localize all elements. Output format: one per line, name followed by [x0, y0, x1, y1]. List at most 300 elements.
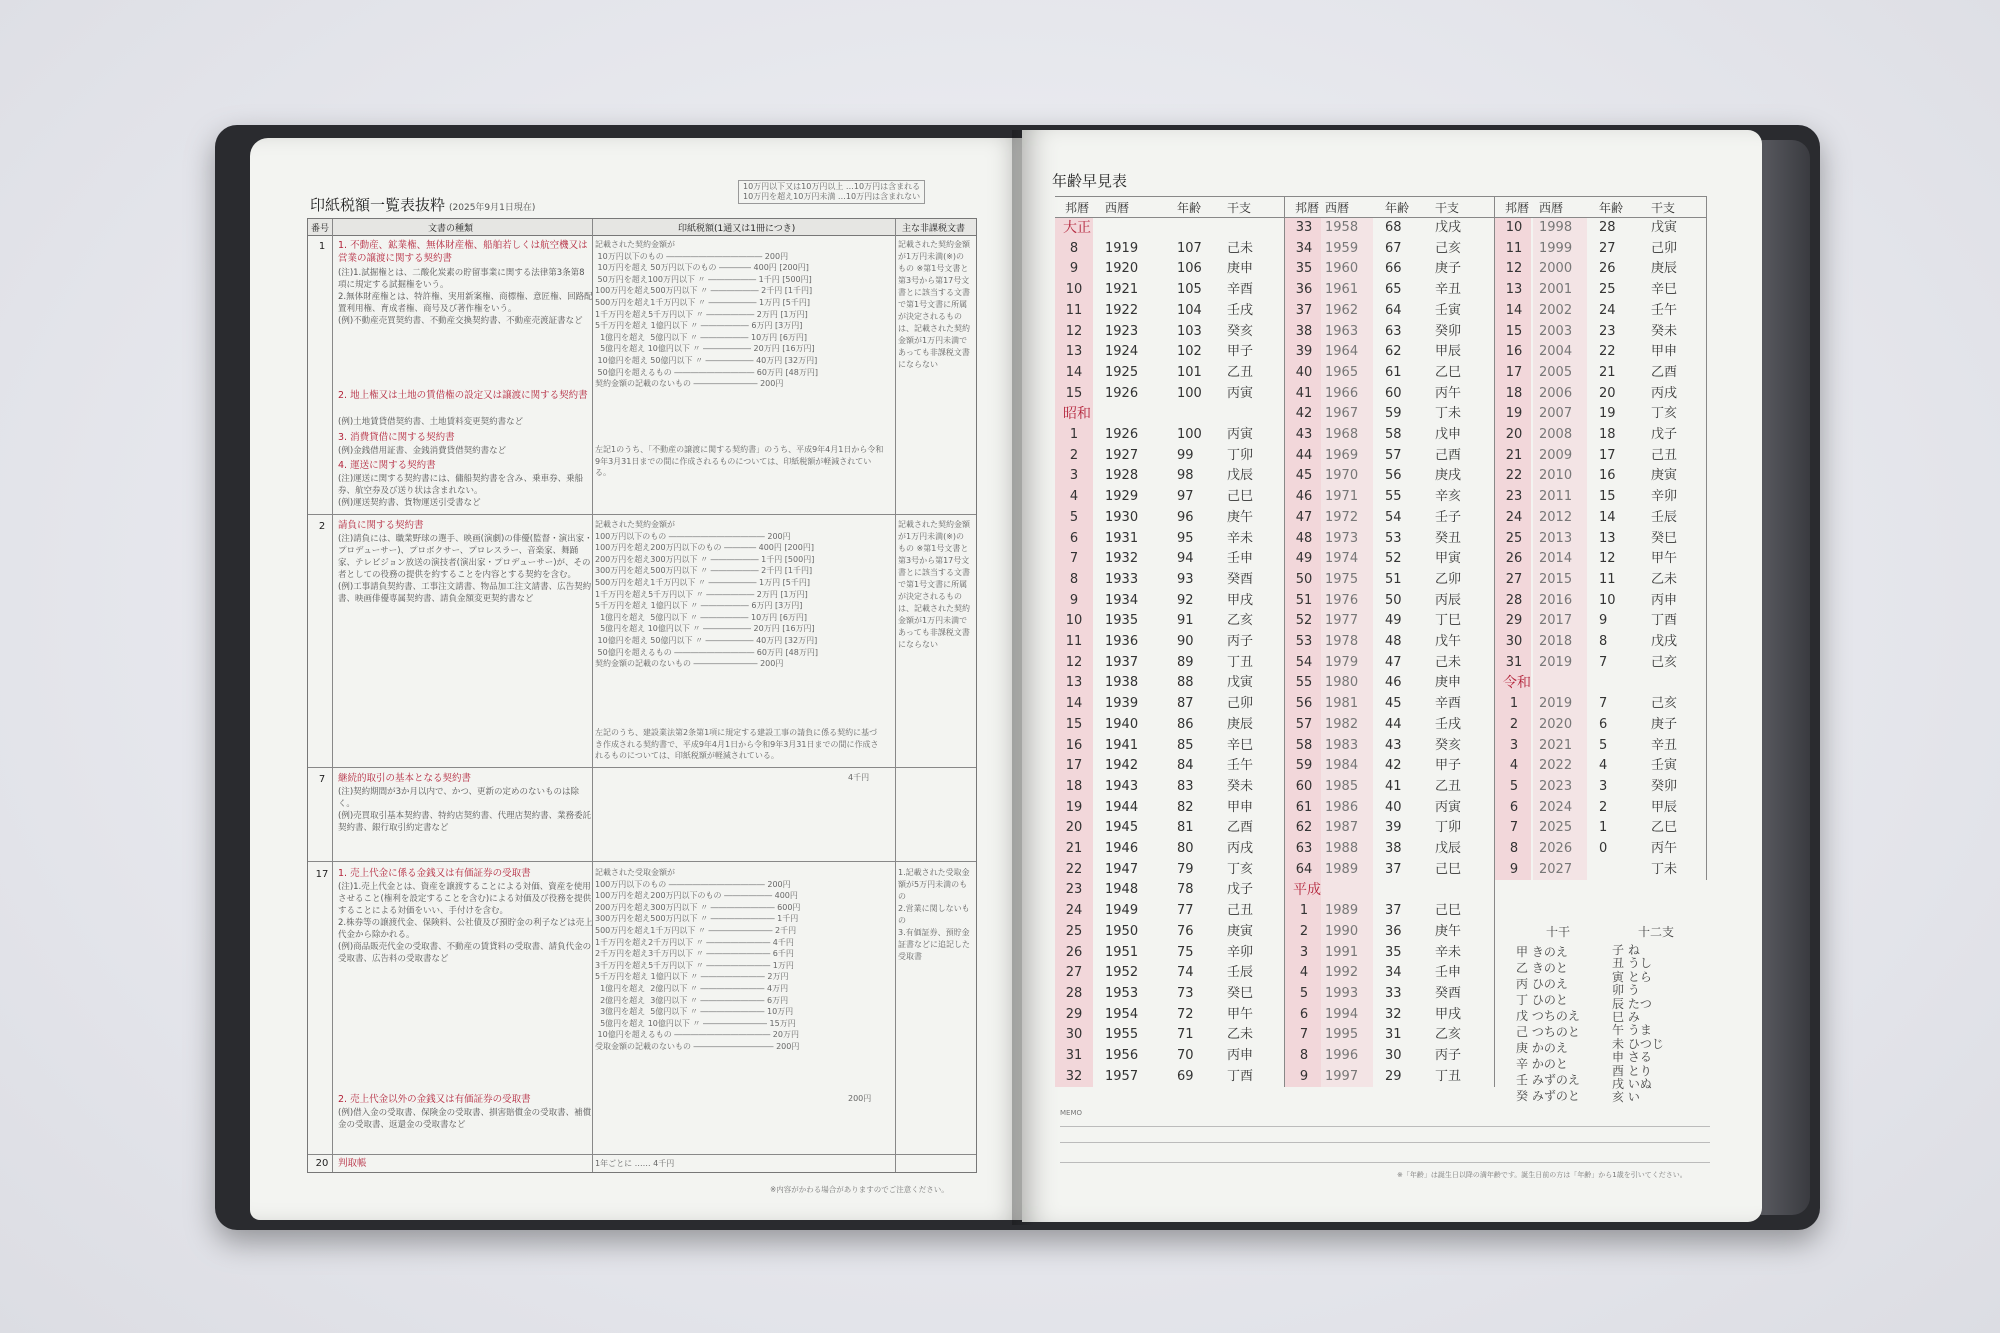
- age-cell: 81: [1177, 820, 1194, 836]
- jikkan-title: 十干: [1546, 925, 1571, 939]
- era-year-cell: 8: [1069, 571, 1079, 587]
- table-header: 番号 文書の種類 印紙税額(1通又は1冊につき) 主な非課税文書: [308, 219, 976, 236]
- era-year-cell: 42: [1295, 406, 1313, 422]
- era-year-cell: 12: [1065, 654, 1083, 670]
- era-year-cell: 46: [1295, 489, 1313, 505]
- age-cell: 95: [1177, 530, 1194, 546]
- era-year-cell: 33: [1295, 220, 1313, 235]
- western-year-cell: 1930: [1105, 509, 1139, 525]
- western-year-cell: 1944: [1105, 799, 1139, 815]
- age-cell: 0: [1599, 841, 1608, 856]
- eto-cell: 甲申: [1227, 799, 1254, 815]
- era-year-cell: 29: [1065, 1006, 1083, 1022]
- era-year-cell: 31: [1065, 1048, 1083, 1063]
- western-year-cell: 1955: [1105, 1027, 1139, 1043]
- eto-cell: 甲寅: [1435, 551, 1462, 567]
- age-cell: 25: [1599, 282, 1616, 298]
- western-year-cell: 2020: [1539, 716, 1573, 732]
- row-note: (注)運送に関する契約書には、傭船契約書を含み、乗車券、乗船券、航空券及び送り状は含まれない。 (例)運送契約書、貨物運送引受書など: [338, 474, 584, 508]
- era-year-cell: 32: [1065, 1068, 1083, 1084]
- age-chart-title: 年齢早見表: [1052, 172, 1128, 190]
- era-year-cell: 18: [1065, 778, 1083, 794]
- age-cell: 61: [1385, 364, 1402, 380]
- age-cell: 16: [1599, 468, 1616, 484]
- western-year-cell: 1994: [1325, 1006, 1359, 1022]
- age-column-header: [1285, 196, 1495, 218]
- era-year-cell: 52: [1295, 613, 1313, 629]
- era-year-cell: 10: [1065, 613, 1083, 629]
- age-cell: 8: [1599, 634, 1608, 649]
- age-cell: 84: [1177, 758, 1194, 774]
- western-year-cell: 1960: [1325, 261, 1359, 277]
- western-year-cell: 2026: [1539, 841, 1573, 856]
- era-year-cell: 12: [1505, 261, 1523, 277]
- eto-cell: 己亥: [1651, 696, 1678, 712]
- western-year-cell: 1950: [1105, 923, 1139, 939]
- row-title: 判取帳: [338, 1158, 367, 1169]
- age-cell: 66: [1385, 261, 1402, 277]
- eto-cell: 庚辰: [1651, 261, 1678, 277]
- era-year-cell: 60: [1295, 778, 1313, 794]
- eto-cell: 甲午: [1651, 551, 1678, 567]
- era-year-cell: 28: [1065, 985, 1083, 1001]
- era-year-cell: 37: [1295, 302, 1313, 318]
- eto-cell: 丁酉: [1651, 613, 1678, 629]
- western-year-cell: 1924: [1105, 344, 1139, 360]
- eto-cell: 丙戌: [1651, 385, 1678, 401]
- age-cell: 64: [1385, 302, 1402, 318]
- reduction-note: 左記1のうち、「不動産の譲渡に関する契約書」のうち、平成9年4月1日から令和9年3月31日までの間に作成されるものについては、印紙税額が軽減されている。: [595, 445, 884, 478]
- eto-cell: 辛酉: [1435, 696, 1462, 712]
- western-year-cell: 2017: [1539, 613, 1573, 629]
- western-year-cell: 1976: [1325, 592, 1359, 608]
- era-year-cell: 9: [1509, 861, 1519, 877]
- western-year-cell: 1945: [1105, 820, 1139, 836]
- age-cell: 100: [1177, 427, 1202, 442]
- era-year-cell: 9: [1299, 1068, 1309, 1084]
- era-year-cell: 4: [1299, 965, 1309, 981]
- western-year-cell: 1989: [1325, 903, 1359, 919]
- western-year-cell: 1998: [1539, 220, 1573, 235]
- era-year-cell: 16: [1065, 737, 1083, 753]
- eto-cell: 乙巳: [1435, 364, 1462, 380]
- western-year-cell: 1928: [1105, 468, 1139, 484]
- western-year-cell: 1951: [1105, 944, 1139, 960]
- western-year-cell: 1929: [1105, 489, 1139, 505]
- eto-cell: 癸卯: [1435, 323, 1462, 339]
- western-year-cell: 2001: [1539, 282, 1573, 298]
- era-year-cell: 7: [1069, 551, 1079, 567]
- age-cell: 62: [1385, 344, 1402, 360]
- era-year-cell: 31: [1505, 654, 1523, 670]
- era-year-cell: 3: [1299, 944, 1309, 960]
- age-cell: 26: [1599, 261, 1616, 277]
- age-cell: 96: [1177, 509, 1194, 525]
- age-cell: 107: [1177, 240, 1202, 256]
- junishi-item: 申 さる: [1612, 1050, 1652, 1065]
- age-cell: 22: [1599, 344, 1616, 360]
- age-cell: 12: [1599, 551, 1616, 567]
- era-year-cell: 30: [1065, 1027, 1083, 1043]
- age-cell: 60: [1385, 385, 1402, 401]
- era-year-cell: 20: [1065, 820, 1083, 836]
- row-title: 3. 消費貸借に関する契約書: [338, 432, 455, 443]
- header-label: 西暦: [1325, 201, 1350, 215]
- era-year-cell: 14: [1065, 696, 1083, 712]
- row-number: 20: [315, 1158, 329, 1169]
- age-cell: 76: [1177, 923, 1194, 939]
- eto-cell: 癸卯: [1651, 778, 1678, 794]
- age-cell: 55: [1385, 489, 1402, 505]
- age-cell: 70: [1177, 1048, 1194, 1063]
- era-year-cell: 41: [1295, 385, 1313, 401]
- age-cell: 69: [1177, 1068, 1194, 1084]
- eto-cell: 癸亥: [1227, 323, 1254, 339]
- era-year-cell: 2: [1299, 923, 1309, 939]
- eto-cell: 壬午: [1651, 302, 1678, 318]
- eto-cell: 壬戌: [1435, 716, 1462, 732]
- western-year-cell: 2003: [1539, 323, 1573, 339]
- age-cell: 98: [1177, 468, 1194, 484]
- eto-cell: 辛丑: [1651, 737, 1678, 753]
- age-cell: [1599, 860, 1643, 881]
- age-cell: 53: [1385, 530, 1402, 546]
- row-title: 4. 運送に関する契約書: [338, 460, 436, 471]
- amount: 1年ごとに …… 4千円: [595, 1159, 675, 1168]
- age-cell: 27: [1599, 240, 1616, 256]
- jikkan-item: 甲 きのえ: [1516, 945, 1568, 959]
- age-cell: 77: [1177, 903, 1194, 919]
- age-cell: 90: [1177, 634, 1194, 649]
- western-year-cell: 1937: [1105, 654, 1139, 670]
- western-year-cell: 1977: [1325, 613, 1359, 629]
- eto-cell: 己巳: [1435, 861, 1462, 877]
- western-year-cell: 2008: [1539, 427, 1573, 442]
- eto-cell: 丁酉: [1227, 1068, 1254, 1084]
- row-title: 1. 不動産、鉱業権、無体財産権、船舶若しくは航空機又は営業の譲渡に関する契約書: [338, 240, 588, 264]
- era-label: 平成: [1293, 882, 1321, 899]
- eto-cell: 戊戌: [1435, 220, 1462, 235]
- western-year-cell: 1938: [1105, 675, 1139, 691]
- western-year-cell: 1965: [1325, 364, 1359, 380]
- amount-list: 記載された受取金額が 100万円以下のもの ―――――――――――― 200円 100万円を超え200万円以下のもの ―――――― 400円 200万円を超え300万円以下 〃 ―――――――― 600円 300万円を超え500万円以下 〃 ―――――――― 1千円 500万円を超え1千万円以下 〃 ―――――――― 2千円 1千万円を超え2千万円以下 〃 ―――――――― 4千円 2千万円を超え3千万円以下 〃 ―――――――― 6千円 3千万円を超え5千万円以下 〃 ―――――――― 1万円 5千万円を超え 1億円以下 〃 ―――――――― 2万円 1億円を超え 2億円以下 〃 ―――――――― 4万円 2億円を超え 3億円以下 〃 ―――――――― 6万円 3億円を超え 5億円以下 〃 ―――――――― 10万円 5億円を超え 10億円以下 〃 ―――――――― 15万円 10億円を超えるもの ―――――――――――― 20万円 受取金額の記載のないもの ―――――――――― 200円: [595, 868, 801, 1051]
- amount: 4千円: [848, 773, 870, 782]
- era-year-cell: 38: [1295, 323, 1313, 339]
- western-year-cell: 1943: [1105, 778, 1139, 794]
- era-year-cell: 8: [1509, 841, 1519, 856]
- junishi-block: [1612, 924, 1674, 1105]
- age-cell: 102: [1177, 344, 1202, 360]
- age-cell: 13: [1599, 530, 1616, 546]
- age-cell: 7: [1599, 696, 1608, 712]
- western-year-cell: 1968: [1325, 427, 1359, 442]
- age-cell: 4: [1599, 758, 1608, 774]
- age-cell: 57: [1385, 447, 1402, 463]
- western-year-cell: 1987: [1325, 820, 1359, 836]
- eto-cell: 壬辰: [1227, 965, 1254, 981]
- eto-cell: 壬子: [1435, 509, 1462, 525]
- eto-cell: 壬申: [1435, 965, 1462, 981]
- era-year-cell: 26: [1505, 551, 1523, 567]
- western-year-cell: 1923: [1105, 323, 1139, 339]
- eto-cell: 辛酉: [1227, 282, 1254, 298]
- western-year-cell: 1956: [1105, 1048, 1139, 1063]
- era-year-cell: 12: [1065, 323, 1083, 339]
- western-year-cell: 1931: [1105, 530, 1139, 546]
- eto-cell: 庚子: [1651, 716, 1678, 732]
- era-year-cell: 13: [1505, 282, 1523, 298]
- eto-cell: 己亥: [1651, 654, 1678, 670]
- era-year-cell: 4: [1509, 758, 1519, 774]
- age-cell: 28: [1599, 220, 1616, 235]
- era-year-cell: 2: [1069, 447, 1079, 463]
- eto-cell: 丁丑: [1435, 1068, 1462, 1084]
- eto-cell: 辛丑: [1435, 282, 1462, 298]
- era-year-cell: 5: [1299, 985, 1309, 1001]
- eto-cell: 丙子: [1227, 634, 1254, 649]
- age-cell: 6: [1599, 716, 1608, 732]
- eto-cell: 甲戌: [1435, 1006, 1462, 1022]
- western-year-cell: 1949: [1105, 903, 1139, 919]
- eto-cell: 壬寅: [1651, 758, 1678, 774]
- age-cell: 1: [1599, 820, 1608, 836]
- eto-cell: 癸巳: [1227, 985, 1254, 1001]
- western-year-cell: 1939: [1105, 696, 1139, 712]
- eto-cell: 丙申: [1651, 592, 1678, 608]
- header-label: 干支: [1435, 201, 1460, 215]
- era-year-cell: 9: [1069, 592, 1079, 608]
- eto-cell: 丙申: [1227, 1048, 1254, 1063]
- eto-cell: 甲辰: [1651, 799, 1678, 815]
- era-year-cell: 7: [1509, 820, 1519, 836]
- western-year-cell: 1936: [1105, 634, 1139, 649]
- age-cell: 33: [1385, 985, 1402, 1001]
- era-year-cell: 20: [1505, 427, 1523, 442]
- era-label: 令和: [1503, 675, 1531, 692]
- era-year-cell: 56: [1295, 696, 1313, 712]
- age-cell: 7: [1599, 654, 1608, 670]
- era-year-cell: 62: [1295, 820, 1313, 836]
- western-year-cell: 1948: [1105, 882, 1139, 898]
- jikkan-item: 丙 ひのえ: [1516, 977, 1568, 991]
- western-year-cell: 1958: [1325, 220, 1359, 235]
- era-year-cell: 2: [1509, 716, 1519, 732]
- era-year-cell: 39: [1295, 344, 1313, 360]
- eto-cell: 丁亥: [1227, 861, 1254, 877]
- western-year-cell: 1969: [1325, 447, 1359, 463]
- era-year-cell: 27: [1505, 571, 1523, 587]
- era-year-cell: 15: [1065, 716, 1083, 732]
- western-year-cell: 2027: [1539, 861, 1573, 877]
- western-year-cell: 1999: [1539, 240, 1573, 256]
- era-year-cell: 15: [1065, 385, 1083, 401]
- age-cell: 42: [1385, 758, 1402, 774]
- junishi-item: 亥 い: [1612, 1090, 1640, 1105]
- eto-cell: 丁卯: [1227, 447, 1254, 463]
- junishi-item: 午 うま: [1612, 1023, 1652, 1038]
- junishi-item: 巳 み: [1612, 1010, 1640, 1025]
- header-label: 邦暦: [1065, 201, 1090, 215]
- age-cell: 29: [1385, 1068, 1402, 1084]
- era-year-cell: 6: [1069, 530, 1079, 546]
- junishi-item: 寅 とら: [1612, 969, 1652, 984]
- age-cell: 67: [1385, 240, 1402, 256]
- eto-cell: 丙寅: [1227, 385, 1254, 401]
- western-year-cell: 1926: [1105, 427, 1139, 442]
- western-year-cell: 1986: [1325, 799, 1359, 815]
- era-year-cell: 63: [1295, 841, 1313, 856]
- age-cell: 92: [1177, 592, 1194, 608]
- eto-cell: 丁卯: [1435, 820, 1462, 836]
- age-cell: 23: [1599, 323, 1616, 339]
- row-title: 請負に関する契約書: [338, 520, 424, 531]
- era-year-cell: 57: [1295, 716, 1313, 732]
- western-year-cell: 1940: [1105, 716, 1139, 732]
- eto-cell: 乙卯: [1435, 571, 1462, 587]
- western-year-cell: 1966: [1325, 385, 1359, 401]
- eto-cell: 戊申: [1435, 427, 1462, 442]
- western-year-cell: 1992: [1325, 965, 1359, 981]
- era-year-cell: 11: [1505, 240, 1523, 256]
- western-year-cell: 1995: [1325, 1027, 1359, 1043]
- western-year-cell: 2007: [1539, 406, 1573, 422]
- western-year-cell: 2019: [1539, 696, 1573, 712]
- western-year-cell: 1922: [1105, 302, 1139, 318]
- era-label: 昭和: [1063, 406, 1091, 423]
- western-year-cell: 2012: [1539, 509, 1573, 525]
- age-column-header: [1495, 196, 1707, 218]
- age-cell: 68: [1385, 220, 1402, 235]
- era-year-cell: 47: [1295, 509, 1313, 525]
- eto-cell: 甲子: [1227, 344, 1254, 360]
- age-cell: 78: [1177, 882, 1194, 898]
- era-year-cell: 29: [1505, 613, 1523, 629]
- age-cell: 104: [1177, 302, 1202, 318]
- western-year-cell: 1957: [1105, 1068, 1139, 1084]
- eto-cell: 戊子: [1651, 427, 1678, 442]
- eto-cell: 戊午: [1435, 634, 1462, 649]
- era-year-cell: 34: [1295, 240, 1313, 256]
- western-year-cell: 1919: [1105, 240, 1139, 256]
- age-cell: 103: [1177, 323, 1202, 339]
- era-year-cell: 61: [1295, 799, 1313, 815]
- era-year-cell: 35: [1295, 261, 1313, 277]
- era-year-cell: 11: [1065, 634, 1083, 649]
- era-year-cell: 40: [1295, 364, 1313, 380]
- western-year-cell: 1954: [1105, 1006, 1139, 1022]
- era-year-cell: 8: [1299, 1048, 1309, 1063]
- era-year-cell: 43: [1295, 427, 1313, 442]
- age-cell: 17: [1599, 447, 1616, 463]
- age-cell: 63: [1385, 323, 1402, 339]
- eto-cell: 丙寅: [1435, 799, 1462, 815]
- eto-cell: 甲午: [1227, 1006, 1254, 1022]
- western-year-cell: 1926: [1105, 385, 1139, 401]
- age-cell: 10: [1599, 592, 1616, 608]
- western-year-cell: 2014: [1539, 551, 1573, 567]
- age-cell: 59: [1385, 406, 1402, 422]
- age-cell: 14: [1599, 509, 1616, 525]
- eto-cell: 辛巳: [1227, 737, 1254, 753]
- eto-cell: 辛亥: [1435, 489, 1462, 505]
- age-cell: 46: [1385, 675, 1402, 691]
- western-year-cell: 1941: [1105, 737, 1139, 753]
- junishi-item: 戌 いぬ: [1612, 1077, 1652, 1092]
- western-year-cell: 1973: [1325, 530, 1359, 546]
- age-cell: 97: [1177, 489, 1194, 505]
- amount-list: 記載された契約金額が 10万円以下のもの ―――――――――――― 200円 10万円を超え 50万円以下のもの ―――― 400円 [200円] 50万円を超え100万円以下 〃 ―――――― 1千円 [500円] 100万円を超え500万円以下 〃 ―――――― 2千円 [1千円] 500万円を超え1千万円以下 〃 ―――――― 1万円 [5千円] 1千万円を超え5千万円以下 〃 ―――――― 2万円 [1万円] 5千万円を超え 1億円以下 〃 ―――――― 6万円 [3万円] 1億円を超え 5億円以下 〃 ―――――― 10万円 [6万円] 5億円を超え 10億円以下 〃 ―――――― 20万円 [16万円] 10億円を超え 50億円以下 〃 ―――――― 40万円 [32万円] 50億円を超えるもの ―――――――――― 60万円 [48万円] 契約金額の記載のないもの ―――――――― 200円: [595, 240, 818, 389]
- right-page: [1022, 130, 1762, 1222]
- western-year-cell: 1964: [1325, 344, 1359, 360]
- left-footer: ※内容がかわる場合がありますのでご注意ください。: [770, 1185, 949, 1194]
- age-cell: 34: [1385, 965, 1402, 981]
- memo-label: MEMO: [1060, 1109, 1083, 1117]
- western-year-cell: 2021: [1539, 737, 1573, 753]
- eto-cell: 丙午: [1651, 841, 1678, 856]
- era-year-cell: 13: [1065, 675, 1083, 691]
- row-number: 1: [318, 241, 326, 252]
- eto-cell: 庚辰: [1227, 716, 1254, 732]
- eto-cell: 丙辰: [1435, 592, 1462, 608]
- eto-cell: 己亥: [1435, 240, 1462, 256]
- age-cell: 71: [1177, 1027, 1194, 1043]
- row-title: 2. 売上代金以外の金銭又は有価証券の受取書: [338, 1094, 531, 1105]
- eto-cell: 乙丑: [1227, 364, 1254, 380]
- western-year-cell: 2002: [1539, 302, 1573, 318]
- row-number: 7: [318, 774, 326, 785]
- eto-cell: 己未: [1435, 654, 1462, 670]
- eto-cell: 乙酉: [1651, 364, 1678, 380]
- western-year-cell: 1984: [1325, 758, 1359, 774]
- era-year-cell: 24: [1505, 509, 1523, 525]
- era-year-cell: 23: [1505, 489, 1523, 505]
- era-year-cell: 6: [1509, 799, 1519, 815]
- eto-cell: 丙寅: [1227, 427, 1254, 442]
- western-year-cell: 1952: [1105, 965, 1139, 981]
- era-year-cell: 18: [1505, 385, 1523, 401]
- age-cell: 56: [1385, 468, 1402, 484]
- row-number: 2: [318, 521, 326, 532]
- eto-cell: 壬寅: [1435, 302, 1462, 318]
- header-label: 邦暦: [1295, 201, 1320, 215]
- age-cell: 106: [1177, 261, 1202, 277]
- eto-cell: 庚午: [1435, 923, 1462, 939]
- age-cell: 94: [1177, 551, 1194, 567]
- era-year-cell: 4: [1069, 489, 1079, 505]
- row-title: 2. 地上権又は土地の賃借権の設定又は譲渡に関する契約書: [338, 390, 588, 401]
- era-year-cell: 10: [1065, 282, 1083, 298]
- jikkan-item: 辛 かのと: [1516, 1057, 1568, 1071]
- western-year-cell: 1990: [1325, 923, 1359, 939]
- era-year-cell: 14: [1065, 364, 1083, 380]
- era-year-cell: 11: [1065, 302, 1083, 318]
- era-year-cell: 24: [1065, 903, 1083, 919]
- era-year-cell: 48: [1295, 530, 1313, 546]
- eto-cell: 戊辰: [1227, 468, 1254, 484]
- western-year-cell: 1934: [1105, 592, 1139, 608]
- era-year-cell: 51: [1295, 592, 1313, 608]
- western-year-cell: 2000: [1539, 261, 1573, 277]
- eto-cell: 丁亥: [1651, 406, 1678, 422]
- era-year-cell: 16: [1505, 344, 1523, 360]
- western-year-cell: 1959: [1325, 240, 1359, 256]
- eto-cell: 癸未: [1227, 778, 1254, 794]
- age-cell: 37: [1385, 903, 1402, 919]
- eto-cell: 戊戌: [1651, 634, 1678, 649]
- western-year-cell: 1978: [1325, 634, 1359, 649]
- era-year-cell: 54: [1295, 654, 1313, 670]
- row-number: 17: [315, 869, 329, 880]
